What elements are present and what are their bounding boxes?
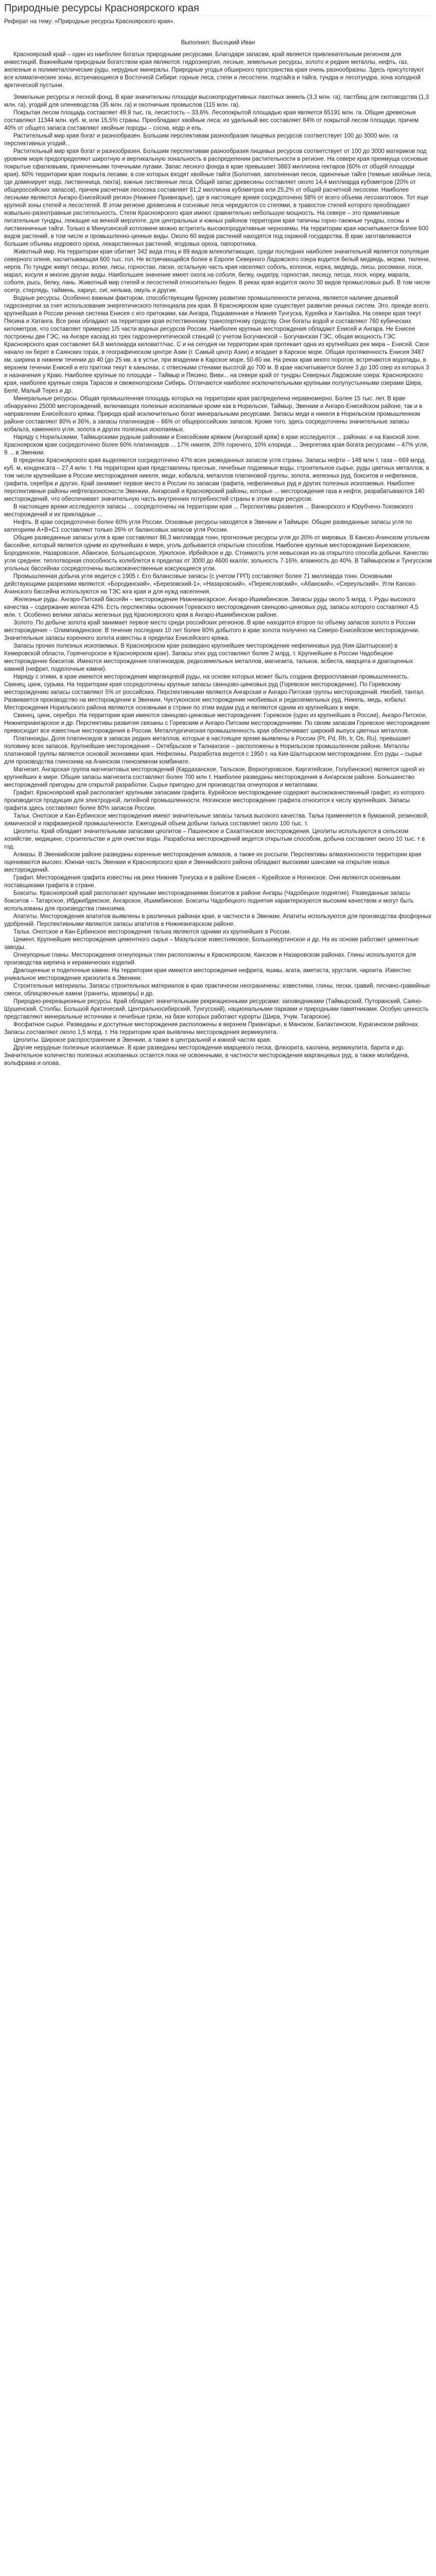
body-paragraph: Общие разведанные запасы угля в крае составляют 86,3 миллиарда тонн, прогнозные ресурсы угля до 20% от мировых. В Канско-Ачинском угольном бассейне, который является одним из крупнейших в мире, уголь добывается открытым способом. Наиболее крупные месторождения Березовское, Бородинское, Назаровское, Абанское, Большесырское, Урюпское, Ирбейское и др. Стоимость угля невысокая из-за открытого способа добычи. Качество угля среднее: теплотворная способность колеблется в пределах от 3000 до 4600 ккал/кг, зольность 7-16%, влажность до 40%. В Таймырском и Тунгусском угольных бассейнах сосредоточены высококачественные коксующиеся угли. [4, 535, 432, 572]
body-paragraph: Огнеупорные глины. Месторождения огнеупорных глин расположены в Красноярском, Канском и Назаровском районах. Глины используются для производства кирпича и керамических изделий. [4, 952, 416, 966]
body-paragraph: Драгоценные и поделочные камни. На территории края имеются месторождения нефрита, яшмы, агата, аметиста, хрусталя, чароита. Известно уникальное месторождение хризолита в Эвенкии. [4, 968, 411, 981]
body-paragraph: Растительный мир края богат и разнообразен. Большим перспективам разнообразия пищевых ресурсов соответствует 100 до 3000 млн. га перспективных угодий... [4, 133, 398, 147]
spacer [4, 31, 432, 39]
body-paragraph: Алмазы. В Эвенкийском районе разведаны коренные месторождения алмазов, а также их россыпи. Перспективы алмазоносности территории края оцениваются высоко. Южная часть Эвенкии и Красноярского края и Эвенкийского района обладают высокими шансами на открытие новых месторождений. [4, 852, 422, 873]
body-paragraph: Нефть. В крае сосредоточено более 60% угля России. Основные ресурсы находятся в Эвенкии и Таймыре. Общие разведанные запасы угля по категориям А+В+С1 составляют только 26% от балансовых запасов угля России. [4, 519, 412, 533]
body-paragraph: Другие нерудные полезные ископаемые. В крае разведаны месторождения кварцевого песка, флюорита, каолина, вермикулита, барита и др. Значительное количество полезных ископаемых остается пока не освоенными, в частности месторождения марганцевых руд, а также молибдена, вольфрама и олова. [4, 1045, 409, 1066]
body-paragraph: Графит. Красноярский край располагает крупными запасами графита. Курейское месторождение содержит высококачественный графит, из которого производится продукция для электродной, литейной промышленности. Ногинское месторождение графита относится к числу крупнейших. Запасы графита здесь составляют более 80% запасов России. [4, 790, 425, 811]
body-paragraph: Водные ресурсы. Особенно важным фактором, способствующим бурному развитию промышленности региона, является наличие дешевой гидроэнергии за счет использования энергетического потенциала рек края. В Красноярском крае существует развитие речных систем. Это, прежде всего, крупнейшая в России речная система Енисея с его притоками, как Ангара, Подкаменная и Нижняя Тунгуска, Курейка и Хантайка. На севере края текут Пясина и Хатанга. Все реки обладают на территории края естественному транспортному средству. Они богаты водой и составляют 760 кубических километров, что составляет примерно 1/5 части водных ресурсов России. Наиболее крупные месторождения обладают Енисей и Ангара. Не Енисее построены две ГЭС, на Ангаре каскад из трех гидроэнергетической станций (с учетом Богучанской – Богучанская ГЭС, общая мощность ГЭС Красноярского края составляет 64,8 миллиарда киловатт/час. С и на сегодня ни территории края протекает одна из крупнейших рек мира – Енисей. Свое начало он берет в Саянских горах, в географическом центре Азии (г. Самый центр Азии) и впадает в Карское море. Общая протяженность Енисея 3487 км, ширина в нижнем течении до 40 (до 25 км, а в устье, при впадении в Карское море, 50-60 км. На реках края много порогов, встречаются водопады, в верхнем течении Енисей и его притоки текут в каньонах, с отвесными стенами высотой до 700 м. В крае насчитывается более 3 до 100 озер из которых 3 и назначения у Краю. Наиболее крупные по площади – Таймыр и Пясино, Виви... на севере край от тундры Северных Ладожские озера: Красноярского края, наиболее крупные озера Тарасов и свеженогорская Сибирь. Отличаются наиболее исключительными крупными полупустынными озерами Шира, Белё, Малый Терез и др. [4, 295, 430, 394]
author-line: Выполнил: Высоцкий Иван [181, 40, 255, 46]
body-paragraph: Цеолиты. Край обладает значительными запасами цеолитов – Пашенское и Сахаптинское месторождения. Цеолиты используются в сельском хозяйстве, медицине, строительстве и для очистки воды. Разработка месторождений ведется открытым способом, добыча составляет около 10 тыс. т в год. [4, 828, 425, 850]
body-paragraph: Графит. Месторождения графита известны на реке Нижняя Тунгуска и в районе Енисея – Курейское и Ногинское. Они являются основными поставщиками графита в стране. [4, 875, 400, 889]
page-subtitle: Реферат на тему: «Природные ресурсы Красноярского края». [4, 19, 175, 25]
body-paragraph: Цеолиты. Широкое распространение в Эвенкии, а также в центральной и южной частях края. [13, 1037, 272, 1043]
document-body [4, 51, 432, 1067]
body-paragraph: Наряду с этими, в крае имеются месторождения марганцевой руды, на основе которых может быть создана ферросплавная промышленность. Свинец, цинк, сурьма. На территории края сосредоточены крупные запасы свинцово-цинковых руд (Горевское месторождение). По Горевскому месторождению запасы составляют 5% от российских. Перспективными являются Ангарская и Ангаро-Питская группы месторождений. Ниобий, тантал. Развивается производство на месторождении в Эвенкии. Чуктуконское месторождение ниобиевых и редкоземельных руд. Никель, медь, кобальт. Месторождения Норильского района являются основными в стране по этим видам руд и являются одним из крупнейших в мире. [4, 674, 425, 711]
body-paragraph: Наряду с Норильскими, Таймырскими рудным районами и Енисейским кряжем (Ангарский кряж) в крае исследуются ... районах: и на Канской зоне. Красноярском крае сосредоточено более 60% платиноидов ... 17% никеля, 20% горючего, 10% хлорида ... Энергетика края богата ресурсами – 47% угля, 9 ... в Эвенкии. [4, 434, 429, 456]
body-paragraph: В настоящее время исследуются запасы ... сосредоточены на территории края ... Перспективы развития ... Ванкорского и Юрубчено-Тохомского месторождений и их прикладные ... [4, 504, 413, 518]
body-paragraph: Апатиты. Месторождения апатитов выявлены в различных районах края, в частности в Эвенкии. Апатиты используются для производства фосфорных удобрений. Перспективными являются запасы апатитов в Нижнеангарском районе. [4, 913, 432, 927]
body-paragraph: Свинец, цинк, серебро. На территории края имеются свинцово-цинковые месторождения: Горевское (одно из крупнейших в России), Ангаро-Питское, Нижнеприангарское и др. Перспективы развития связаны с Горевским и Ангаро-Питским месторождениями. По своим запасам Горевское месторождение превосходит все известные месторождения в России. Металлургическая промышленность края обеспечивает широкий выпуск цветных металлов. [4, 713, 430, 734]
document-page [0, 0, 436, 1073]
body-paragraph: Покрытая лесом площадь составляет 49,9 тыс. га, лесистость – 33,6%. Лесопокрытой площадью края является 65191 млн. га. Общие древесные составляют 11344 млн. куб. м, или 15,5% страны. Преобладают хвойные леса: их удельный вес составляет 84% от покрытой лесом площади, причем 40% от общего запаса составляют хвойные породы – сосна, кедр и ель. [4, 110, 418, 131]
body-paragraph: Природно-рекреационные ресурсы. Край обладает значительными рекреационными ресурсами: заповедниками (Таймырский, Путоранский, Саяно-Шушенский, Столбы, Большой Арктический, Центральносибирский, Тунгусский), национальными парками и природными памятниками. Особую ценность представляют минеральные источники и лечебные грязи, на базе которых работают курорты (Шира, Учум, Тагарское). [4, 998, 429, 1020]
body-paragraph: Золото. По добыче золота край занимает первое место среди российских регионов. В крае находится второе по объему запасов золото в России месторождение – Олимпиадинское. В течение последних 10 лет более 60% добытого в крае золота получено на Северо-Енисейском месторождении. Значительные запасы коренного золота известны в пределах Енисейского кряжа. [4, 620, 420, 641]
body-paragraph: Магнезит. Ангарская группа магнезитовых месторождений (Кардаханское, Тальское, Верхотуровское, Киргитейское, Голубинское) является одной из крупнейших в мире. Общие запасы магнезита составляют более 700 млн т. Наиболее разведаны месторождения в Ангарском районе. Большинство месторождений пригодны для открытой разработки. Сырье пригодно для производства огнеупоров и метаплавки. [4, 767, 425, 788]
body-paragraph: Растительный мир края богат и разнообразен. Большим перспективам разнообразия пищевых ресурсов соответствует от 100 до 3000 материков под уровнем моря предопределяют широтную и вертикальную зональность в распределении растительности в регионе. На севере края преимуща сосновые покрытые сфагновыми, приюченными точечными лугами. Запас лесного фонда в крае превышает 3883 миллиона гектаров (60% от общей площади края). 60% территории края покрыта лесами, в сое которых входят хвойные тайги (Болотная, заполненная песок, одиночные тайги (темные хвойные леса, где доминирует кедр, лиственница, пихта), южные лиственные леса. Общий запас древесины составляет около 14,4 миллиарда кубометров (20% от общероссийских запасов), причем расчетная лесосека составляет 81,2 миллиона кубометров или 25,2% от общей расчетной лесосеки. Наиболее лесными являются Ангаро-Енисейский регион (Нижнее Приангарье), где в настоящее время сосредоточено 58% от всего объема лесозаготовок. Тот еще крупной зоны степей и лесостепей. В этом регионе древесина и сосновые леса чередуются со степями, в травостое степей которого преобладают ковыльно-разнотравные растительность. Степи Красноярского края имеют сравнительно небольшую мощность. На севере – это примитивные питательные тундры, лежащие на вечной мерзлоте, для центральных и южных районов территории края типичны горно-таежные тундры, сосны и лиственничные тайги. Только в Минусинской котловине можно встретить высокопродуктивные черноземы. На территории края насчитывается более 600 видов растений, в том числе и промышленно-ценные виды. Около 60 видов растений находятся под охраной государства. В крае заготавливаются большие объемы кедрового ореха, лекарственных растений, ягодовых ореха, папоротника. [4, 148, 432, 247]
body-paragraph: Железные руды. Ангаро-Питский бассейн – месторождение Нижнеангарское, Ангаро-Ишимбинское. Запасы руды около 5 млрд. т. Руды высокого качества – содержание железа 42%. Есть перспективы освоения Горевского месторождения свинцово-цинковых руд, запасы которого составляют 4,5 млн. т. Особенно велики запасы железных руд Красноярского края в Ангаро-Ишимбинском районе. [4, 597, 418, 618]
body-paragraph: Тальк. Онотское и Кан-Ербинское месторождения талька являются одними из крупнейших в России. [13, 929, 291, 935]
body-paragraph: Промышленная добыча угля ведется с 1905 г. Его балансовые запасы (с учетом ГРП) составляют более 71 миллиарда тонн. Основными действующими разрезами являются: «Бородинский», «Березовский-1», «Назаровский», «Переясловский», «Абанский», «Сереульский». Угли Канско-Ачинского бассейна используются на ТЭС юга края и для нужд населения. [4, 573, 417, 595]
body-paragraph: Запасы прочих полезных ископаемых. В Красноярском крае разведано крупнейшее месторождение нефелиновых руд (Кия-Шалтырское) в Кемеровской области, Горячегорское в Красноярском крае). Запасы этих руд составляют более 2 млрд. т. Крупнейшее в России Чадобецкое месторождение бокситов. Имеются месторождения платиноидов, редкоземельных металлов, магнезита, тальков, асбеста, кварцита и драгоценных камней (нефрит, поделочные камни). [4, 643, 413, 672]
body-paragraph: Бокситы. Красноярский край располагает крупными месторождениями бокситов в районе Ангары (Чадобецкое поднятие). Разведанные запасы бокситов – Татарское, Ибджибдекское, Ангарское, Ишимбинское. Бокситы Чадобецкого поднятия характеризуются высоким качеством и могут быть использованы для производства глинозема. [4, 890, 414, 912]
body-paragraph: Земельные ресурсы и лесной фонд. В крае значительны площади высокопродуктивных пахотных земель (3,3 млн. га), пастбищ для скотоводства (1,3 млн. га), угодий для оленеводства (35 млн. га) и охотничьих промыслов (115 млн. га). [4, 94, 429, 108]
body-paragraph: Тальк. Онотское и Кан-Ербинское месторождения имеют значительные запасы талька высокого качества. Тальк применяется в бумажной, резиновой, химической и парфюмерной промышленности. Ежегодный объем добычи талька составляет около 100 тыс. т. [4, 813, 429, 827]
paragraph-gap [4, 90, 432, 94]
body-paragraph: Цемент. Крупнейшие месторождения цементного сырья – Мазульское известняковое, Большемуртинское и др. На их основе работают цементные заводы. [4, 937, 418, 951]
body-paragraph: В пределах Красноярского края выделяются сосредоточено 47% всех разведанных запасов угля страны. Запасы нефти – 148 млн т, газа – 669 млрд. куб. м, конденсата – 27,4 млн. т. На территории края представлены пресные, лечебные подземные воды, строительное сырье, руды цветных металлов, в том числе крупнейшие в России месторождения никеля, меди, кобальта, металлов платиновой группы, золота, железных руд, бокситов и нефелинов, графита, серебра и других. Край занимает первое место в России по запасам графита, нефелиновых руд и других полезных ископаемых. Наиболее перспективные районы нефтегазоносности Эвенкии, Ангарский и Красноярский районы, которые ... месторождения газа и нефти, разрабатываются 140 месторождений, что обеспечивает значительную часть внутренних потребностей страны в этом виде ресурсов. [4, 457, 429, 502]
body-paragraph: Фосфатное сырье. Разведаны и доступные месторождения расположены в верхнем Приангарье, в Манском, Балахтинском, Курагинском районах. Запасы составляют около 1,5 млрд. т. На территории края выявлены месторождения вермикулита. [4, 1022, 420, 1036]
page-title: Природные ресурсы Красноярского края [4, 2, 432, 16]
body-paragraph: Минеральные ресурсы. Общая промышленная площадь которых на территории края распределена неравномерно. Более 15 тыс. лет. В крае обнаружено 25000 месторождений, включающих полезные ископаемые кроме как в Норильске, Таймыр, Эвенкии и Ангаро-Енисейском районе, так и в направлении Енисейского кряжа. Природа край исключительно богат минеральными ресурсами. Запасы меди и никеля в Норильском промышленном районе составляют 80% и 36%, а запасы платиноидов – 66% от общероссийских запасов. Кроме того, здесь сосредоточены значительные запасы кобальта, каменного угля, золота и других полезных ископаемых. [4, 396, 423, 433]
body-paragraph: Платиноиды. Доля платиноидов в запасах редких металлов, которые в настоящее время выявлены в России (Pt, Pd, Rh, Ir, Os, Ru), превышает половину всех запасов. Крупнейшие месторождения – Октябрьское и Талнахское – расположены в Норильском промышленном районе. Металлы платиновой группы являются основой экономики края. Нефелины. Разработка ведется с 1950 г. на Кия-Шалтырском месторождении. Его руды – сырье для производства глинозема на Ачинском глиноземном комбинате. [4, 736, 422, 765]
body-paragraph: Красноярский край – один из наиболее богатых природными ресурсами. Благодаря запасам, край является привлекательным регионом для инвестиций. Важнейшим природным богатством края являются: гидроэнергия, лесные, земельные ресурсы, золото и редкие металлы, нефть, газ, железные и полиметаллические руды, нерудные минералы. Природные угодья обширного пространства края очень разнообразны. Здесь присутствуют все климатические зоны, встречающиеся в Восточной Сибири: горные леса, степи и лесостепи, подтайга и тайга, тундра и лесотундра, зона холодной арктической пустыни. [4, 52, 424, 89]
body-paragraph: Животный мир. На территории края обитает 342 вида птиц и 89 видов млекопитающих, среди последних наиболее значительной является популяция северного оленя, насчитывающая 600 тыс. гол. Не встречающийся более в Европе Северного Ладожского озера водится белый медведь, моржи, тюлени, нерпа. По тундре живут песцы, волки, лисы, горностаи, ласки, остальную часть края населяют соболь, колонок, норка, медведь, лисы, росомахи, лоси, марал, косуля и многие другие виды. Наибольшее значение имеет охота на соболя, белку, ондатру, горностая, лисицу, песца, лося, норку, марала, соболя, рысь, белку, лань. Животный мир степей и лесостепей относительно беден. В реках края водится около 30 видов промысловых рыб. В том числе осетр, стерлядь, таймень, хариус, сиг, нельма, омуль и другие. [4, 249, 430, 294]
body-paragraph: Строительные материалы. Запасы строительных материалов в крае практически неограничены: известняки, глины, пески, гравий, песчано-гравийные смеси, облицовочные камни (граниты, мраморы) и др. [4, 983, 430, 997]
